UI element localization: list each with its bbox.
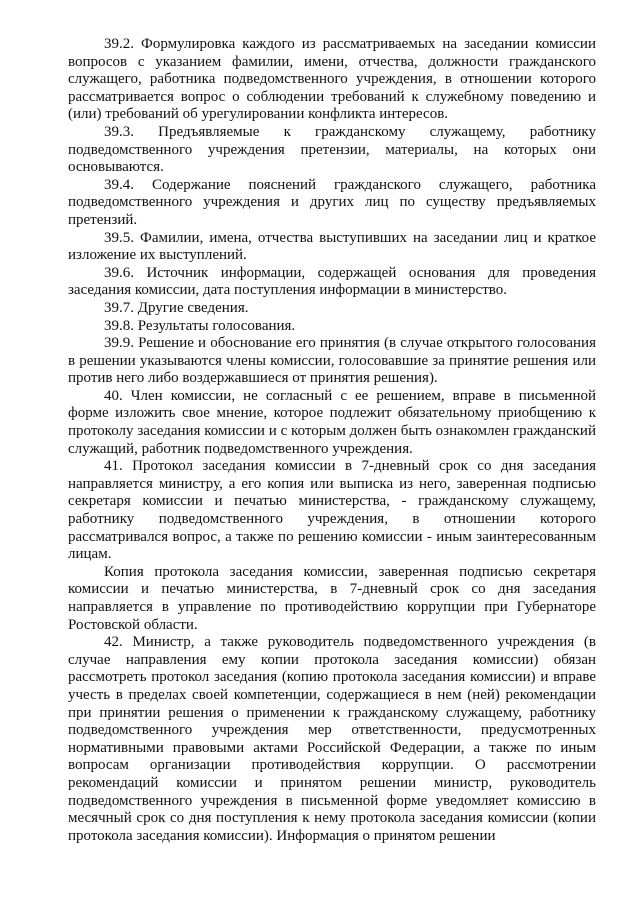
paragraph-39-4: 39.4. Содержание пояснений гражданского служащего, работника подведомственного учреждения и других лиц по существу предъявляемых претензий. xyxy=(68,176,596,228)
paragraph-39-3: 39.3. Предъявляемые к гражданскому служащему, работнику подведомственного учреждения претензии, материалы, на которых они основываются. xyxy=(68,123,596,176)
paragraph-39-9: 39.9. Решение и обоснование его принятия (в случае открытого голосования в решении указываются члены комиссии, голосовавшие за принятие решения или против него либо воздержавшиеся от принятия решения). xyxy=(68,335,596,387)
paragraph-40: 40. Член комиссии, не согласный с ее решением, вправе в письменной форме изложить свое мнение, которое подлежит обязательному приобщению к протоколу заседания комиссии и с которым должен быть ознакомлен гражданский служащий, работник подведомственного учреждения. xyxy=(68,387,596,457)
paragraph-39-8: 39.8. Результаты голосования. xyxy=(104,317,296,334)
paragraph-42: 42. Министр, а также руководитель подведомственного учреждения (в случае направления ему копии протокола заседания комиссии) обязан рассмотреть протокол заседания (копию протокола заседания комиссии) и вправе учесть в пределах своей компетенции, содержащиеся в нем (ней) рекомендации при принятии решения о применении к гражданскому служащему, работнику подведомственного учреждения мер ответственности, предусмотренных нормативными правовыми актами Российской Федерации, а также по иным вопросам организации противодействия коррупции. О рассмотрении рекомендаций комиссии и принятом решении министр, руководитель подведомственного учреждения в письменной форме уведомляет комиссию в месячный срок со дня поступления к нему протокола заседания комиссии (копии протокола заседания комиссии). Информация о принятом решении xyxy=(68,634,596,844)
paragraph-41: 41. Протокол заседания комиссии в 7-дневный срок со дня заседания направляется министру, а его копия или выписка из него, заверенная подписью секретаря комиссии и печатью министерства, - гражданскому служащему, работнику подведомственного учреждения, в отношении которого рассматривался вопрос, а также по решению комиссии - иным заинтересованным лицам. xyxy=(68,458,596,563)
document-page xyxy=(68,36,596,845)
paragraph-41-copy: Копия протокола заседания комиссии, заверенная подписью секретаря комиссии и печатью министерства, в 7-дневный срок со дня заседания направляется в управление по противодействию коррупции при Губернаторе Ростовской области. xyxy=(68,563,596,633)
paragraph-39-6: 39.6. Источник информации, содержащей основания для проведения заседания комиссии, дата поступления информации в министерство. xyxy=(68,264,596,299)
paragraph-39-5: 39.5. Фамилии, имена, отчества выступивших на заседании лиц и краткое изложение их выступлений. xyxy=(68,229,596,264)
paragraph-39-7: 39.7. Другие сведения. xyxy=(104,299,249,316)
paragraph-39-2: 39.2. Формулировка каждого из рассматриваемых на заседании комиссии вопросов с указанием фамилии, имени, отчества, должности гражданского служащего, работника подведомственного учреждения, в отношении которого рассматривается вопрос о соблюдении требований к служебному поведению и (или) требований об урегулировании конфликта интересов. xyxy=(68,36,596,123)
